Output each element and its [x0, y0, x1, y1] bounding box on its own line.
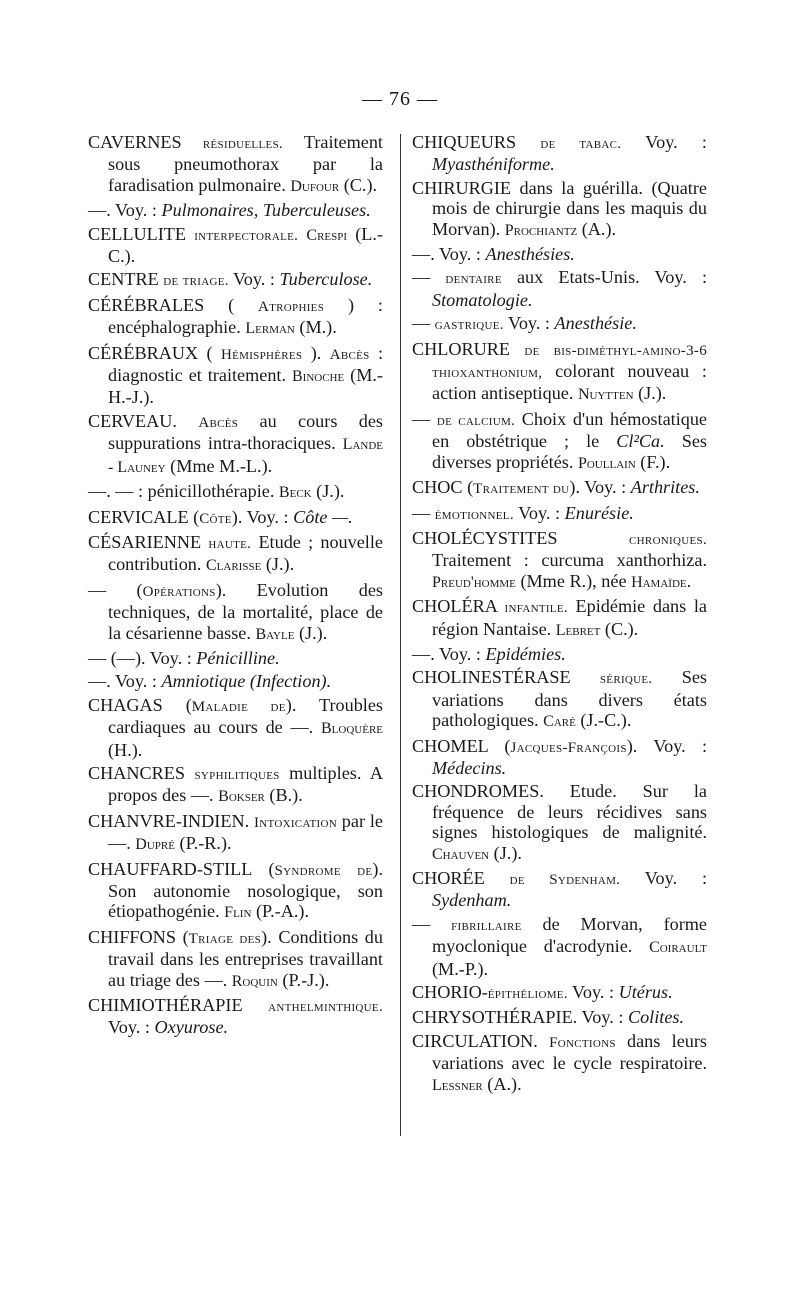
column-divider [400, 134, 401, 1136]
index-entry [412, 1007, 707, 1027]
entry-text: Epidémie dans la région Nantaise. [432, 596, 707, 639]
index-entry [412, 982, 707, 1004]
index-entry [88, 671, 383, 691]
entry-text: ). Troubles cardiaques au cours de —. [108, 694, 383, 738]
author-name: Bayle [255, 625, 295, 643]
entry-text: CHIFFONS ( [88, 926, 189, 947]
entry-text: (P.-J.). [277, 969, 330, 990]
entry-text: Traitement du [473, 481, 570, 498]
entry-text: (J.). [633, 383, 667, 404]
author-name: Lessner [432, 1076, 483, 1094]
entry-text: —. Voy. : [88, 671, 162, 692]
entry-text: Etude ; nouvelle contribution. [108, 531, 383, 575]
author-name: Prochiantz [504, 221, 578, 239]
index-entry [412, 914, 707, 979]
entry-text: (J.-C.). [575, 710, 632, 731]
entry-text: (J.). [311, 481, 345, 502]
entry-text: (P.-R.). [174, 833, 232, 854]
cross-reference: Enurésie. [564, 502, 634, 523]
entry-text: Fonctions [549, 1034, 616, 1051]
entry-text: syphilitiques [194, 766, 280, 783]
entry-text: de Morvan, forme myoclonique d'acrodynie. [432, 913, 707, 957]
cross-reference: Anesthésies. [485, 244, 575, 265]
entry-text: — [412, 267, 446, 288]
entry-text: . [686, 570, 692, 591]
entry-text: (M.-H.-J.). [108, 365, 383, 408]
cross-reference: Pénicilline. [196, 647, 280, 668]
author-name: Chauven [432, 845, 490, 863]
entry-text: fibrillaire [451, 917, 522, 934]
index-entry [88, 927, 383, 992]
index-entry [412, 313, 707, 335]
index-entry [88, 995, 383, 1038]
cross-reference: Arthrites. [630, 477, 700, 498]
index-entry [88, 481, 383, 503]
entry-text: CHOLÉCYSTITES [412, 527, 630, 548]
entry-text: (Mme M.-L.). [165, 455, 273, 476]
index-entry [88, 269, 383, 291]
entry-text: CELLULITE [88, 223, 195, 244]
entry-text: Traitement : curcuma xanthorhiza. [432, 550, 707, 571]
index-entry [412, 667, 707, 732]
entry-text: interpectorale. [194, 227, 299, 244]
entry-text: Jacques-François [510, 739, 627, 756]
author-name: Flin [224, 904, 252, 922]
page-number: — 76 — [362, 88, 438, 110]
entry-text: (J.). [261, 554, 295, 575]
entry-text: Voy. : [108, 1017, 155, 1038]
author-name: Crespi [306, 226, 348, 244]
entry-text: anthelminthique. [268, 999, 383, 1016]
index-entry [88, 224, 383, 267]
entry-text: (J.). [489, 842, 522, 863]
index-entry [412, 132, 707, 175]
entry-text: — [412, 502, 435, 523]
entry-text: Voy. : [620, 868, 708, 888]
index-entry [88, 132, 383, 197]
entry-text: CHORÉE [412, 868, 510, 888]
author-name: Lebret [555, 621, 601, 639]
index-entry [88, 532, 383, 577]
index-entry [412, 339, 707, 406]
index-entry [88, 580, 383, 645]
index-entry [412, 244, 707, 264]
entry-text: aux Etats-Unis. Voy. : [501, 267, 708, 288]
entry-text: ). Voy. : [626, 735, 708, 756]
author-name: Binoche [291, 368, 345, 386]
entry-text: CHOC ( [412, 477, 474, 498]
index-entry [412, 477, 707, 499]
entry-text: (L.-C.). [108, 223, 383, 267]
entry-text: Abcès [329, 346, 370, 363]
entry-text: CHIMIOTHÉRAPIE [88, 995, 269, 1016]
entry-text: ). Voy. : [231, 506, 294, 527]
entry-text: Triage des [188, 930, 262, 947]
index-entry [412, 503, 707, 525]
entry-text: émotionnel. [434, 506, 514, 523]
entry-text: par le —. [108, 810, 383, 854]
entry-text: Traitement sous pneumothorax par la faradisation pulmonaire. [108, 132, 383, 195]
entry-text: multiples. A propos des —. [108, 762, 383, 806]
entry-text: de Sydenham. [509, 872, 621, 888]
entry-text: Syndrome de [274, 862, 373, 879]
entry-text: (J.). [294, 622, 328, 643]
entry-text: (P.-A.). [251, 901, 309, 922]
entry-text: CHOLINESTÉRASE [412, 667, 600, 688]
cross-reference: Cl²Ca. [616, 431, 665, 452]
entry-text: épithéliome. [487, 986, 568, 1003]
index-entry [412, 644, 707, 664]
entry-text: CHAGAS ( [88, 694, 192, 715]
cross-reference: Utérus. [618, 982, 673, 1003]
entry-text: Atrophies [258, 298, 325, 315]
author-name: Bokser [218, 788, 265, 806]
entry-text: — (—). Voy. : [88, 647, 197, 668]
index-entry [412, 267, 707, 310]
author-name: Preud'homme [432, 573, 516, 591]
index-entry [412, 736, 707, 779]
cross-reference: Colites. [627, 1007, 685, 1028]
author-name: Roquin [231, 972, 278, 990]
entry-text: de bis-diméthyl-amino-3-6 thioxanthonium, [432, 342, 707, 382]
entry-text: chroniques. [629, 531, 707, 548]
index-entry [88, 811, 383, 856]
entry-text: résiduelles. [202, 136, 283, 152]
author-name: Caré [543, 713, 576, 731]
entry-text: CÉRÉBRALES ( [88, 294, 259, 315]
index-entry [88, 200, 383, 220]
entry-text: Voy. : [503, 313, 555, 334]
entry-text: ) : encéphalographie. [108, 294, 383, 338]
entry-text: Voy. : [567, 982, 619, 1003]
entry-text: CÉRÉBRAUX ( [88, 342, 221, 363]
entry-text: CHONDROMES. Etude. Sur la fréquence de leurs récidives sans signes histologiques de malignité. [412, 781, 707, 843]
entry-text: dans leurs variations avec le cycle respiratoire. [432, 1030, 707, 1074]
author-name: Lande - Launey [108, 436, 383, 476]
left-column [88, 132, 383, 1041]
entry-text: Voy. : [513, 502, 565, 523]
index-entry [88, 648, 383, 668]
cross-reference: Myasthéniforme. [432, 154, 555, 175]
entry-text: infantile. [504, 600, 568, 617]
entry-text: (A.). [482, 1073, 522, 1094]
author-name: Nuytten [577, 386, 634, 404]
index-entry [88, 763, 383, 808]
entry-text: Hémisphères [220, 346, 303, 363]
entry-text: (C.). [600, 618, 639, 639]
entry-text: (Mme R.), née [515, 570, 632, 591]
index-entry [412, 781, 707, 865]
author-name: Dupré [135, 836, 175, 854]
entry-text: (A.). [577, 218, 617, 239]
entry-text: Côte [199, 510, 232, 527]
entry-text: —. Voy. : [88, 200, 162, 221]
index-entry [412, 409, 707, 474]
index-entry [88, 507, 383, 529]
cross-reference: Oxyurose. [154, 1017, 229, 1038]
author-name: Coirault [649, 939, 707, 957]
entry-text: (H.). [108, 739, 143, 760]
entry-text: — ( [88, 579, 143, 600]
entry-text: : diagnostic et traitement. [108, 342, 383, 386]
author-name: Dufour [290, 177, 340, 195]
entry-text: (C.). [339, 174, 378, 195]
entry-text: CHIRURGIE dans la guérilla. (Quatre mois de chirurgie dans les maquis du Morvan). [412, 177, 707, 239]
entry-text: Ses variations dans divers états pathologiques. [432, 667, 707, 731]
entry-text: Voy. : [228, 269, 280, 290]
entry-text: Maladie de [191, 698, 286, 715]
author-name: Hamaïde [631, 573, 687, 591]
entry-text: ). Conditions du travail dans les entreprises travaillant au triage des —. [108, 926, 383, 990]
index-entry [88, 411, 383, 478]
entry-text: Intoxication [254, 814, 337, 831]
entry-text: (M.-P.). [432, 958, 489, 979]
entry-text: —. Voy. : [412, 643, 486, 664]
entry-text: CIRCULATION. [412, 1030, 550, 1051]
entry-text: de calcium. [436, 412, 516, 429]
entry-text: ). [302, 342, 330, 363]
entry-text: CERVICALE ( [88, 506, 200, 527]
entry-text: CHANCRES [88, 762, 195, 783]
entry-text: — [412, 313, 435, 334]
cross-reference: Sydenham. [432, 890, 512, 911]
cross-reference: Stomatologie. [432, 289, 533, 310]
entry-text: gastrique. [434, 317, 504, 334]
entry-text: sérique. [599, 671, 653, 688]
entry-text: (M.). [294, 317, 337, 338]
index-entry [412, 528, 707, 593]
cross-reference: Pulmonaires, Tuberculeuses. [161, 200, 371, 221]
entry-text: de triage. [163, 273, 229, 290]
entry-text: — [412, 408, 437, 429]
entry-text: ). Voy. : [569, 477, 631, 498]
entry-text: CERVEAU. [88, 410, 199, 431]
entry-text: CHIQUEURS [412, 132, 541, 152]
entry-text: —. Voy. : [412, 244, 486, 265]
author-name: Beck [278, 484, 312, 502]
entry-text: CAVERNES [88, 132, 203, 152]
entry-text: CHRYSOTHÉRAPIE. Voy. : [412, 1007, 628, 1028]
entry-text: CENTRE [88, 269, 164, 290]
index-entry [88, 859, 383, 924]
entry-text: — [412, 913, 452, 934]
cross-reference: Epidémies. [485, 643, 566, 664]
cross-reference: Côte —. [293, 506, 353, 527]
index-entry [88, 343, 383, 408]
entry-text: CÉSARIENNE [88, 531, 209, 552]
entry-text: Choix d'un hémostatique en obstétrique ; le [432, 408, 708, 452]
entry-text: au cours des suppurations intra-thoraciques. [108, 410, 383, 454]
index-entry [412, 1031, 707, 1096]
entry-text: CHOMEL ( [412, 735, 511, 756]
entry-text: colorant nouveau : action antiseptique. [432, 361, 707, 404]
index-entry [412, 868, 707, 911]
cross-reference: Tuberculose. [279, 269, 373, 290]
entry-text: Abcès [198, 414, 239, 431]
index-entry [88, 695, 383, 760]
cross-reference: Amniotique (Infection). [161, 671, 332, 692]
entry-text: dentaire [445, 271, 502, 288]
index-entry [88, 295, 383, 340]
entry-text: ). Son autonomie nosologique, son étiopathogénie. [108, 858, 383, 922]
entry-text: —. — : pénicillothérapie. [88, 481, 279, 502]
author-name: Poullain [577, 454, 636, 472]
author-name: Bloquère [321, 720, 383, 738]
entry-text: ). Evolution des techniques, de la mortalité, place de la césarienne basse. [108, 579, 383, 643]
entry-text: CHORIO- [412, 982, 488, 1003]
index-entry [412, 178, 707, 241]
entry-text: de tabac. [540, 136, 622, 152]
author-name: Lerman [245, 320, 295, 338]
author-name: Clarisse [206, 557, 262, 575]
cross-reference: Médecins. [432, 757, 507, 778]
entry-text: CHAUFFARD-STILL ( [88, 858, 275, 879]
cross-reference: Anesthésie. [554, 313, 637, 334]
entry-text: Voy. : [621, 132, 707, 152]
entry-text: (F.). [635, 451, 671, 472]
entry-text: (B.). [264, 785, 303, 806]
entry-text: CHANVRE-INDIEN. [88, 810, 254, 831]
index-entry [412, 596, 707, 641]
entry-text: Opérations [142, 583, 216, 600]
entry-text: CHLORURE [412, 338, 525, 359]
entry-text: haute. [208, 535, 252, 552]
entry-text: CHOLÉRA [412, 596, 505, 617]
entry-text: Ses diverses propriétés. [432, 431, 707, 472]
right-column [412, 132, 707, 1099]
